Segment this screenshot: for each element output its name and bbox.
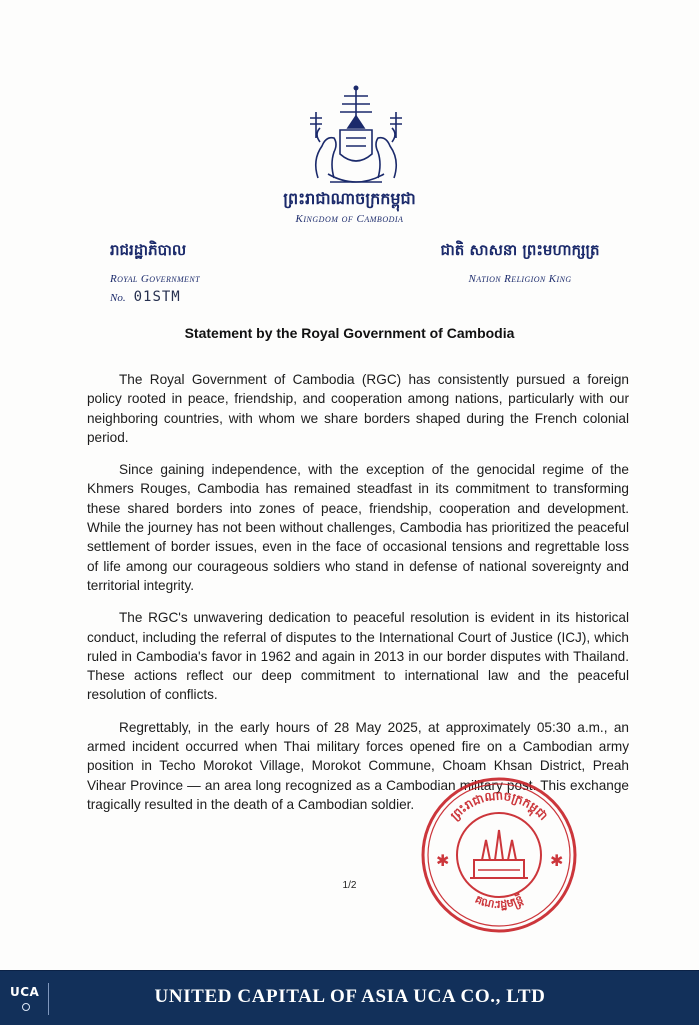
uca-logo [10, 983, 49, 1015]
motto-khmer-label: ជាតិ សាសនា ព្រះមហាក្សត្រ [440, 241, 600, 259]
government-english-label: Royal Government [110, 273, 200, 285]
paragraph: The Royal Government of Cambodia (RGC) has consistently pursued a foreign policy rooted in peace, friendship, and cooperation among nations, particularly with our neighboring countries, with whom we share borders shaped during the French colonial period. [87, 372, 629, 445]
reference-number [110, 289, 290, 305]
paragraph: The RGC's unwavering dedication to peaceful resolution is evident in its historical conduct, including the referral of disputes to the International Court of Justice (ICJ), which ruled in Cambodia's favor in 1962 and again in 2013 in our border disputes with Thailand. These actions reflect our deep commitment to international law and the peaceful resolution of conflicts. [87, 610, 629, 703]
reference-label: No. [110, 292, 126, 304]
government-khmer-label: រាជរដ្ឋាភិបាល [110, 241, 187, 259]
logo-circle-icon [22, 1003, 30, 1011]
statement-body [87, 370, 629, 827]
kingdom-khmer-title: ព្រះរាជាណាចក្រកម្ពុជា [283, 189, 416, 208]
reference-value: 01STM [133, 289, 181, 305]
motto-heading [420, 241, 620, 285]
seal-top-text: ព្រះរាជាណាចក្រកម្ពុជា [447, 788, 551, 823]
government-heading [110, 241, 290, 305]
company-name: UNITED CAPITAL OF ASIA UCA CO., LTD [154, 986, 546, 1007]
uca-logo-text: UCA [10, 985, 40, 999]
page-number: 1/2 [342, 880, 357, 891]
seal-bottom-text: គណៈរដ្ឋមន្ត្រី [472, 892, 525, 912]
company-footer-banner [0, 970, 699, 1025]
official-seal-icon [418, 774, 580, 936]
paragraph: Regrettably, in the early hours of 28 May 2025, at approximately 05:30 a.m., an armed incident occurred when Thai military forces opened fire on a Cambodian army position in Techo Morokot Village, Morokot Commune, Choam Khsan District, Preah Vihear Province — an area long recognized as a Cambodian military post. This exchange tragically resulted in the death of a Cambodian soldier. [87, 719, 629, 812]
seal-star-icon: ✱ [436, 851, 450, 870]
seal-star-icon: ✱ [550, 851, 564, 870]
royal-arms-icon [300, 82, 412, 192]
kingdom-english-title: Kingdom of Cambodia [295, 213, 404, 225]
statement-title: Statement by the Royal Government of Cambodia [184, 325, 515, 341]
motto-english-label: Nation Religion King [468, 273, 572, 285]
paragraph: Since gaining independence, with the exception of the genocidal regime of the Khmers Rouges, Cambodia has remained steadfast in its commitment to transforming these shared borders into zones of peace, friendship, cooperation and development. While the journey has not been without challenges, Cambodia has prioritized the peaceful settlement of border issues, even in the face of occasional tensions and regrettable loss of life among our courageous soldiers who stand in defense of national sovereignty and territorial integrity. [87, 462, 629, 593]
